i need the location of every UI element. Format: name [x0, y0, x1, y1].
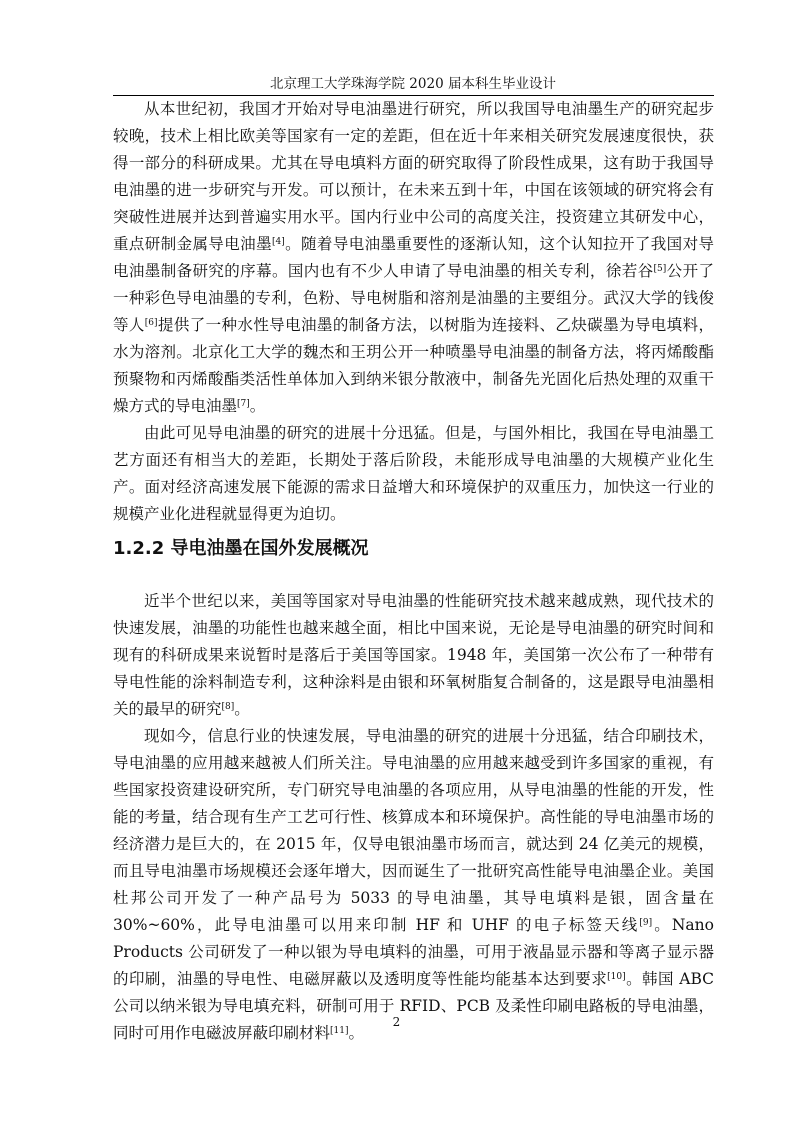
page-header: 北京理工大学珠海学院 2020 届本科生毕业设计 — [270, 76, 556, 92]
section1-body — [113, 96, 714, 528]
citation-ref: [7] — [237, 399, 250, 409]
citation-ref: [11] — [330, 1026, 349, 1036]
section-heading-wrap — [113, 537, 369, 561]
text-run: 。韩国 ABC 公司以纳米银为导电填充料，研制可用于 RFID、PCB 及柔性印刷电路板的导电油墨，同时可用作电磁波屏蔽印刷材料 — [113, 970, 714, 1042]
paragraph — [113, 96, 714, 420]
text-run: 。随着导电油墨重要性的逐渐认知，这个认知拉开了我国对导电油墨制备研究的序幕。国内也有不少人申请了导电油墨的相关专利，徐若谷 — [113, 235, 714, 280]
paragraph — [113, 723, 714, 1047]
citation-ref: [5] — [653, 264, 667, 274]
text-run: 。 — [234, 700, 250, 718]
citation-ref: [8] — [221, 702, 235, 712]
citation-ref: [4] — [271, 237, 285, 247]
text-run: 。 — [348, 1024, 365, 1042]
text-run: 公开了一种彩色导电油墨的专利，色粉、导电树脂和溶剂是油墨的主要组分。武汉大学的钱俊等人 — [113, 262, 714, 334]
citation-ref: [9] — [639, 918, 653, 928]
text-run: 。Nano Products 公司研发了一种以银为导电填料的油墨，可用于液晶显示器和等离子显示器的印刷，油墨的导电性、电磁屏蔽以及透明度等性能均能基本达到要求 — [113, 916, 714, 988]
text-run: 近半个世纪以来，美国等国家对导电油墨的性能研究技术越来越成熟，现代技术的快速发展，油墨的功能性也越来越全面，相比中国来说，无论是导电油墨的研究时间和现有的科研成果来说暂时是落后于美国等国家。1948 年，美国第一次公布了一种带有导电性能的涂料制造专利，这种涂料是由银和环氧树脂复合制备的，这是跟导电油墨相关的最早的研究 — [113, 592, 714, 718]
page-number: 2 — [392, 1015, 401, 1029]
citation-ref: [6] — [144, 318, 158, 328]
text-run: 提供了一种水性导电油墨的制备方法，以树脂为连接料、乙炔碳墨为导电填料，水为溶剂。北京化工大学的魏杰和王玥公开一种喷墨导电油墨的制备方法，将丙烯酸酯预聚物和丙烯酸酯类活性单体加入到纳米银分散液中，制备先光固化后热处理的双重干燥方式的导电油墨 — [113, 316, 714, 415]
text-run: 现如今，信息行业的快速发展，导电油墨的研究的进展十分迅猛，结合印刷技术，导电油墨的应用越来越被人们所关注。导电油墨的应用越来越受到许多国家的重视，有些国家投资建设研究所，专门研究导电油墨的各项应用，从导电油墨的性能的开发，性能的考量，结合现有生产工艺可行性、核算成本和环境保护。高性能的导电油墨市场的经济潜力是巨大的，在 2015 年，仅导电银油墨市场而言，就达到 24 亿美元的规模，而且导电油墨市场规模还会逐年增大，因而诞生了一批研究高性能导电油墨企业。美国杜邦公司开发了一种产品号为 5033 的导电油墨，其导电填料是银，固含量在 30%~60%，此导电油墨可以用来印制 HF 和 UHF 的电子标签天线 — [113, 727, 714, 934]
section2-body — [113, 588, 714, 1047]
text-run: 从本世纪初，我国才开始对导电油墨进行研究，所以我国导电油墨生产的研究起步较晚，技术上相比欧美等国家有一定的差距，但在近十年来相关研究发展速度很快，获得一部分的科研成果。尤其在导电填料方面的研究取得了阶段性成果，这有助于我国导电油墨的进一步研究与开发。可以预计，在未来五到十年，中国在该领域的研究将会有突破性进展并达到普遍实用水平。国内行业中公司的高度关注，投资建立其研发中心，重点研制金属导电油墨 — [113, 100, 714, 253]
text-run: 。 — [249, 397, 266, 415]
citation-ref: [10] — [607, 972, 626, 982]
paragraph — [113, 420, 714, 528]
section-heading: 1.2.2 导电油墨在国外发展概况 — [113, 538, 369, 559]
text-run: 由此可见导电油墨的研究的进展十分迅猛。但是，与国外相比，我国在导电油墨工艺方面还有相当大的差距，长期处于落后阶段，未能形成导电油墨的大规模产业化生产。面对经济高速发展下能源的需求日益增大和环境保护的双重压力，加快这一行业的规模产业化进程就显得更为迫切。 — [113, 424, 714, 523]
paragraph — [113, 588, 714, 723]
